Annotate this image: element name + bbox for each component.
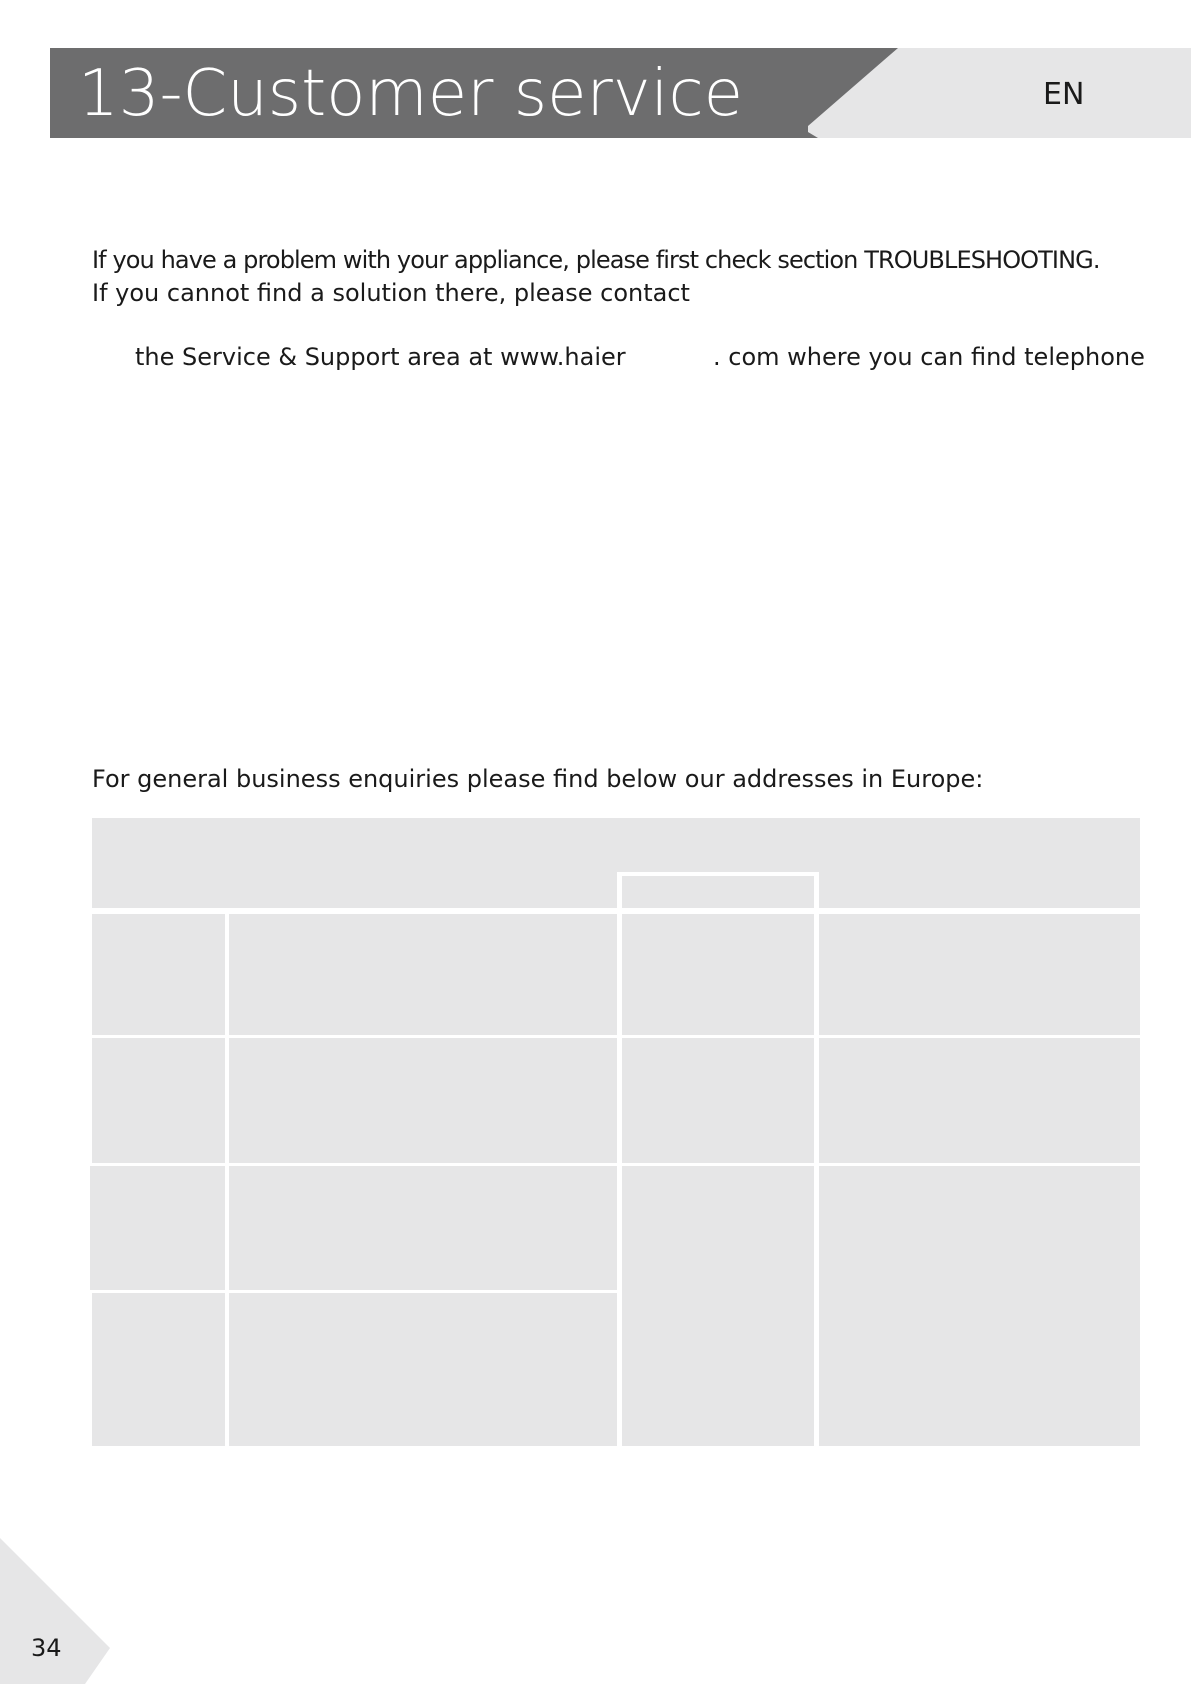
table-header-band: [92, 818, 1140, 872]
table-cell: [92, 914, 225, 1035]
table-cell: [819, 914, 1140, 1035]
intro-line-2: If you cannot find a solution there, please contact: [92, 279, 690, 307]
table-cell: [622, 914, 814, 1035]
language-code: EN: [1043, 77, 1085, 112]
page-title: 13-Customer service: [78, 57, 743, 131]
table-cell-merged: [819, 1166, 1140, 1446]
page-number: 34: [31, 1634, 62, 1662]
table-cell: [229, 1038, 617, 1163]
table-header-cell: [819, 872, 1140, 908]
table-cell: [229, 1166, 617, 1290]
table-header-cell: [229, 872, 617, 908]
table-header-cell: [622, 876, 814, 908]
table-cell-merged: [622, 1166, 814, 1446]
intro-line-3-suffix: . com where you can find telephone: [713, 343, 1145, 371]
table-cell: [90, 1166, 225, 1290]
table-cell: [229, 914, 617, 1035]
addresses-intro: For general business enquiries please find below our addresses in Europe:: [92, 765, 984, 793]
table-cell: [819, 1038, 1140, 1163]
table-cell: [622, 1038, 814, 1163]
intro-line-3: the Service & Support area at www.haier: [135, 343, 626, 371]
table-cell: [229, 1293, 617, 1446]
table-cell: [92, 1293, 225, 1446]
intro-line-1: If you have a problem with your appliance, please first check section TROUBLESHOOTING.: [92, 246, 1100, 274]
addresses-table: [92, 818, 1140, 1446]
table-header-cell: [92, 872, 225, 908]
table-cell: [92, 1038, 225, 1163]
